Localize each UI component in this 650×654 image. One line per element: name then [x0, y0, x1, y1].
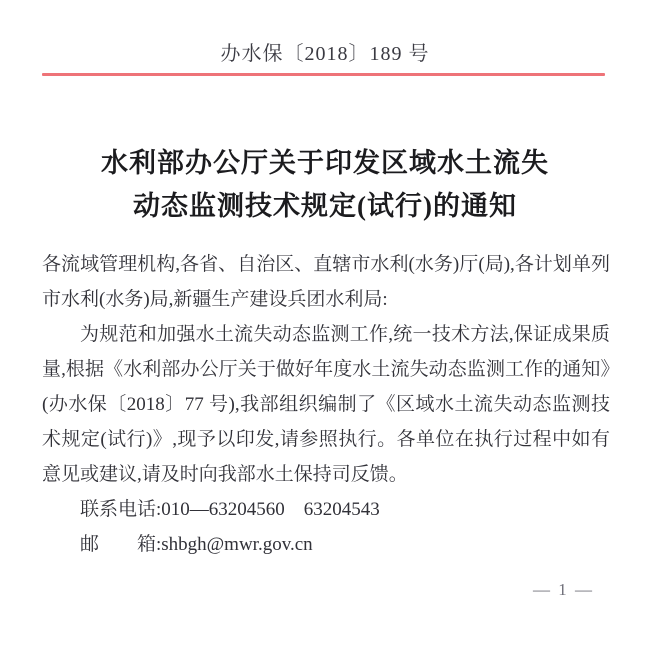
red-divider-line	[42, 73, 605, 76]
document-title	[0, 142, 650, 228]
title-line-2: 动态监测技术规定(试行)的通知	[133, 191, 517, 221]
doc-number: 办水保〔2018〕189 号	[220, 43, 430, 65]
contact-email-line: 邮 箱:shbgh@mwr.gov.cn	[80, 534, 313, 555]
page-number: — 1 —	[533, 580, 594, 599]
title-line-1: 水利部办公厅关于印发区域水土流失	[101, 148, 549, 178]
main-paragraph: 为规范和加强水土流失动态监测工作,统一技术方法,保证成果质量,根据《水利部办公厅关于做好年度水土流失动态监测工作的通知》(办水保〔2018〕77 号),我部组织编制了《区域水土流失动态监测技术规定(试行)》,现予以印发,请参照执行。各单位在执行过程中如有意见或建议,请及时向我部水土保持司反馈。	[42, 324, 610, 485]
contact-phone-line: 联系电话:010—63204560 63204543	[80, 499, 380, 520]
document-body	[42, 247, 610, 562]
recipients-paragraph: 各流域管理机构,各省、自治区、直辖市水利(水务)厅(局),各计划单列市水利(水务)局,新疆生产建设兵团水利局:	[42, 254, 610, 310]
